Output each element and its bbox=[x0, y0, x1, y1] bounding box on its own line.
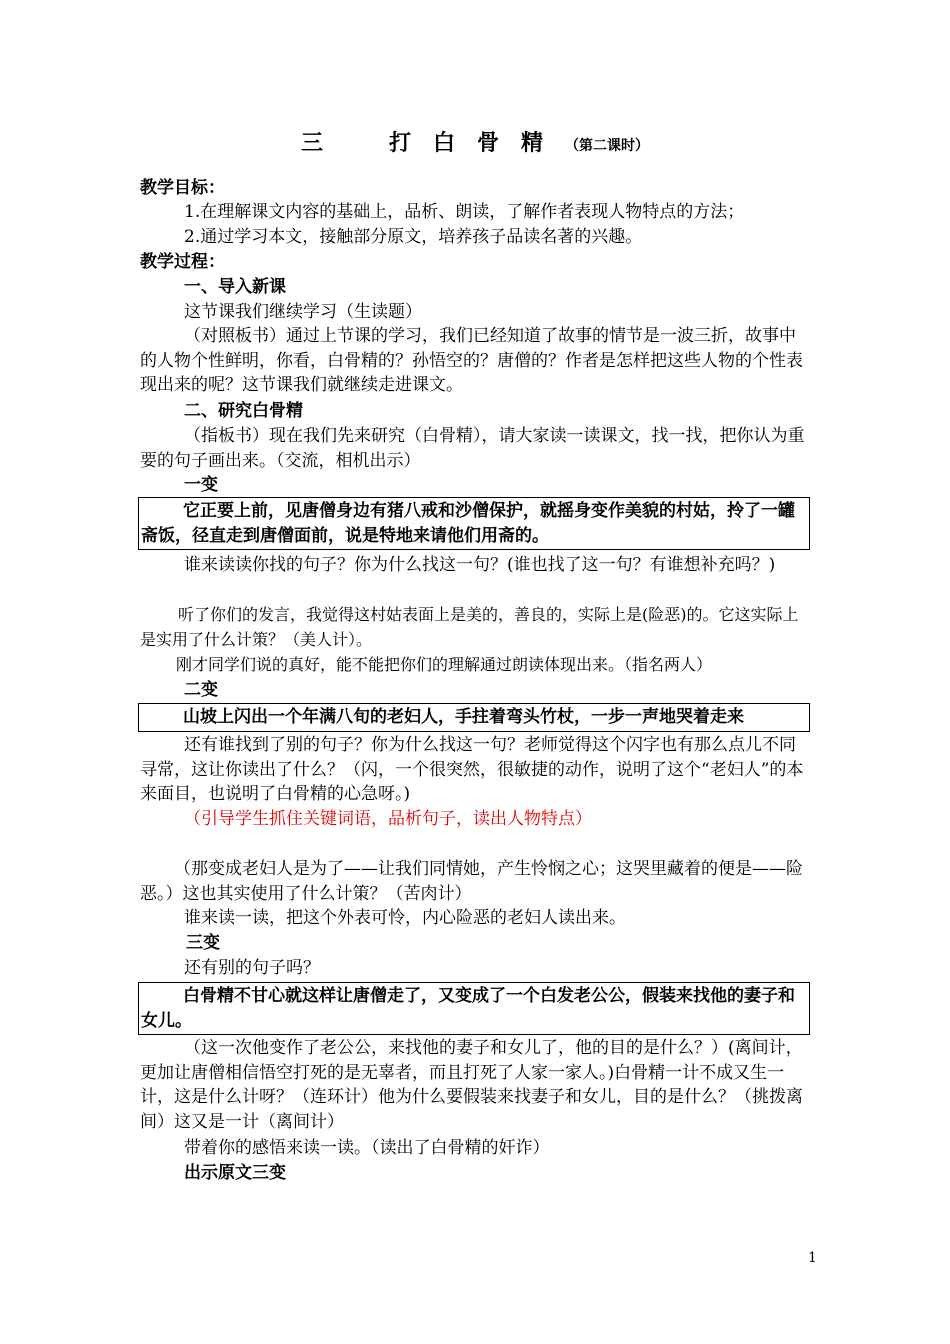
section1-para-text: （对照板书）通过上节课的学习，我们已经知道了故事的情节是一波三折，故事中的人物个性鲜明，你看，白骨精的？孙悟空的？唐僧的？作者是怎样把这些人物的个性表现出来的呢？这节课我们就继续走进课文。 bbox=[140, 326, 803, 395]
section1-paragraph bbox=[140, 324, 812, 398]
change2-q1 bbox=[140, 733, 812, 807]
change1-q1-text: 谁来读读你找的句子？你为什么找这一句？(谁也找了这一句？有谁想补充吗？) bbox=[184, 555, 776, 575]
section1-heading: 一、导入新课 bbox=[184, 277, 286, 297]
change2-quote-box bbox=[138, 703, 810, 732]
page-title bbox=[0, 126, 950, 157]
change1-q3: 刚才同学们说的真好，能不能把你们的理解通过朗读体现出来。（指名两人） bbox=[176, 655, 713, 674]
objective-2: 2.通过学习本文，接触部分原文，培养孩子品读名著的兴趣。 bbox=[184, 227, 643, 247]
change2-q3: 谁来读一读，把这个外表可怜，内心险恶的老妇人读出来。 bbox=[184, 908, 626, 928]
section2-para-text: （指板书）现在我们先来研究（白骨精），请大家读一读课文，找一找，把你认为重要的句子画出来。（交流，相机出示） bbox=[140, 426, 805, 471]
change2-q2 bbox=[140, 857, 812, 906]
change2-q2-text: （那变成老妇人是为了——让我们同情她，产生怜悯之心；这哭里藏着的便是——险恶。）这也其实使用了什么计策？（苦肉计） bbox=[140, 859, 803, 904]
section2-heading: 二、研究白骨精 bbox=[184, 401, 303, 421]
change1-label: 一变 bbox=[184, 475, 218, 495]
change3-q0: 还有别的句子吗？ bbox=[184, 958, 320, 978]
objectives-heading: 教学目标： bbox=[140, 178, 225, 198]
change1-quote: 它正要上前，见唐僧身边有猪八戒和沙僧保护，就摇身变作美貌的村姑，拎了一罐斋饭，径直走到唐僧面前，说是特地来请他们用斋的。 bbox=[141, 501, 795, 546]
section2-paragraph bbox=[140, 424, 812, 473]
title-main: 三 打白骨精 bbox=[300, 130, 565, 156]
change2-guide: （引导学生抓住关键词语，品析句子，读出人物特点） bbox=[184, 809, 592, 829]
section1-line1: 这节课我们继续学习（生读题） bbox=[184, 302, 422, 322]
change1-quote-box bbox=[138, 497, 810, 550]
change1-q2-text: 听了你们的发言，我觉得这村姑表面上是美的，善良的，实际上是(险恶)的。它这实际上是实用了什么计策？（美人计）。 bbox=[140, 605, 799, 649]
change3-q1-text: （这一次他变作了老公公，来找他的妻子和女儿了，他的目的是什么？）(离间计，更加让唐僧相信悟空打死的是无辜者，而且打死了人家一家人。)白骨精一计不成又生一计，这是什么计呀？（连环计）他为什么要假装来找妻子和女儿，目的是什么？（挑拨离间）这又是一计（离间计） bbox=[140, 1038, 803, 1132]
objective-1: 1.在理解课文内容的基础上，品析、朗读，了解作者表现人物特点的方法； bbox=[184, 202, 745, 222]
title-sub: （第二课时） bbox=[565, 138, 649, 154]
change2-label: 二变 bbox=[184, 680, 218, 700]
change3-label: 三变 bbox=[186, 933, 220, 953]
process-heading: 教学过程： bbox=[140, 252, 225, 272]
change3-q2: 带着你的感悟来读一读。（读出了白骨精的奸诈） bbox=[184, 1138, 550, 1158]
change2-q1-text: 还有谁找到了别的句子？你为什么找这一句？老师觉得这个闪字也有那么点儿不同寻常，这让你读出了什么？（闪，一个很突然，很敏捷的动作，说明了这个“老妇人”的本来面目，也说明了白骨精的心急呀。) bbox=[140, 735, 804, 804]
change3-q3: 出示原文三变 bbox=[184, 1163, 286, 1183]
change1-q2 bbox=[140, 603, 812, 652]
change3-quote-box bbox=[138, 982, 810, 1035]
page-number: 1 bbox=[808, 1250, 817, 1266]
change3-quote: 白骨精不甘心就这样让唐僧走了，又变成了一个白发老公公，假装来找他的妻子和女儿。 bbox=[141, 986, 795, 1031]
change3-q1 bbox=[140, 1036, 812, 1134]
change1-q1 bbox=[140, 553, 812, 578]
change2-quote: 山坡上闪出一个年满八旬的老妇人，手拄着弯头竹杖，一步一声地哭着走来 bbox=[183, 707, 744, 727]
